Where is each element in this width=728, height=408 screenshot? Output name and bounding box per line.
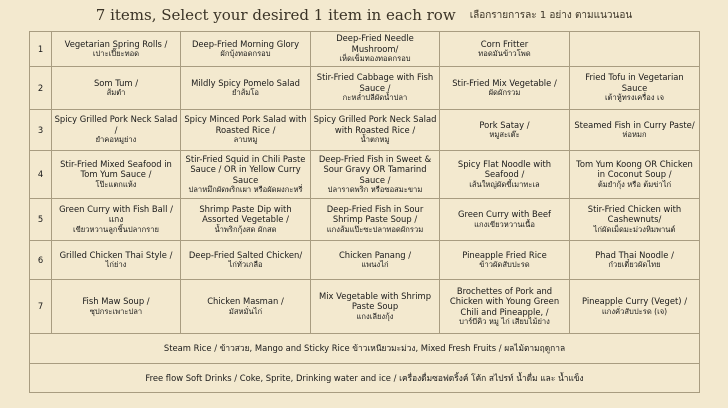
item-name-th: ผัดผักรวม	[488, 88, 521, 97]
menu-item	[311, 199, 440, 241]
menu-row	[30, 241, 700, 280]
row-number: 4	[30, 151, 52, 199]
menu-item	[311, 32, 440, 67]
menu-item	[311, 151, 440, 199]
item-name-en: Spicy Grilled Pork Neck Salad /	[54, 114, 178, 135]
item-name-th: เปาะเปี๊ยะทอด	[92, 49, 140, 58]
item-name-th: น้ำพริกกุ้งสด ผักสด	[214, 224, 277, 234]
item-name-en: Shrimp Paste Dip with Assorted Vegetable /	[199, 203, 292, 225]
menu-item	[52, 280, 181, 334]
item-name-en: Corn Fritter	[480, 38, 529, 49]
item-name-th: มัสหมั่นไก่	[228, 306, 263, 316]
item-name-th: แกงส้มแป๊ะซะปลาทอดผักรวม	[326, 224, 424, 234]
item-name-th: แพนงไก่	[361, 260, 389, 269]
item-name-en: Deep-Fried Fish in Sweet & Sour Gravy OR Tamarind Sauce /	[318, 153, 432, 185]
menu-item	[440, 199, 570, 241]
item-name-en: Chicken Masman /	[207, 296, 284, 306]
item-name-th: ปลาราดพริก หรือซอสมะขาม	[327, 185, 423, 194]
item-name-th: ปลาหมึกผัดพริกเผา หรือผัดผงกะหรี่	[188, 185, 303, 194]
item-name-en: Spicy Grilled Pork Neck Salad with Roasted Rice /	[313, 114, 437, 135]
item-name-th: แกงเลียงกุ้ง	[356, 311, 394, 321]
menu-item	[52, 110, 181, 151]
item-name-en: Deep-Fried Salted Chicken/	[188, 249, 303, 260]
item-name-th: เต้าหู้ทรงเครื่อง เจ	[604, 93, 665, 103]
item-name-th: กะหล่ำปลีผัดน้ำปลา	[342, 93, 408, 103]
item-name-en: Pork Satay /	[479, 119, 530, 130]
item-name-th: ไก่ย่าง	[105, 260, 127, 269]
item-name-en: Deep-Fried Needle Mushroom/	[336, 33, 414, 54]
row-number: 5	[30, 199, 52, 241]
item-name-th: แกงเขียวหวานเนื้อ	[474, 219, 535, 229]
menu-item	[181, 67, 311, 110]
menu-item	[311, 67, 440, 110]
menu-item	[570, 280, 700, 334]
menu-item	[52, 32, 181, 67]
menu-row	[30, 199, 700, 241]
item-name-th: ไก่ทั่วเกลือ	[228, 260, 263, 269]
item-name-th: บาร์บีคิว หมู ไก่ เสียบไม้ย่าง	[459, 317, 550, 326]
item-name-en: Tom Yum Koong OR Chicken in Coconut Soup /	[576, 158, 693, 180]
menu-item	[181, 280, 311, 334]
row-number: 3	[30, 110, 52, 151]
menu-item	[52, 151, 181, 199]
menu-item	[440, 32, 570, 67]
item-name-en: Mix Vegetable with Shrimp Paste Soup	[318, 290, 432, 312]
footer-drinks: Free flow Soft Drinks / Coke, Sprite, Drinking water and ice / เครื่องดื่มซอฟดริ้งค์ โค้ก สไปรท์ น้ำดื่ม และ น้ำแข็ง	[30, 364, 700, 393]
item-name-en: Pineapple Curry (Veget) /	[581, 296, 688, 306]
item-name-th: ยำส้มโอ	[232, 88, 259, 97]
item-name-en: Deep-Fried Fish in Sour Shrimp Paste Soup /	[326, 203, 424, 225]
item-name-th: โป๊ะแตกแห้ง	[95, 179, 137, 189]
row-number: 7	[30, 280, 52, 334]
menu-item	[311, 280, 440, 334]
item-name-th: ไก่ผัดเม็ดมะม่วงหิมพานต์	[593, 224, 676, 234]
item-name-en: Grilled Chicken Thai Style /	[59, 249, 173, 260]
menu-item	[570, 199, 700, 241]
item-name-th: ต้มยำกุ้ง หรือ ต้มข่าไก่	[597, 179, 672, 189]
item-name-th: ซุปกระเพาะปลา	[89, 306, 143, 316]
item-name-en: Stir-Fried Mix Vegetable /	[452, 77, 557, 88]
menu-item	[52, 67, 181, 110]
item-name-th: หมูสะเต๊ะ	[489, 130, 520, 139]
item-name-th: ส้มตำ	[106, 88, 126, 97]
menu-item	[570, 241, 700, 280]
item-name-th: เห็ดเข็มทองทอดกรอบ	[339, 54, 411, 64]
item-name-en: Stir-Fried Squid in Chili Paste Sauce / OR in Yellow Curry Sauce	[185, 153, 306, 185]
menu-item	[52, 199, 181, 241]
menu-body	[30, 32, 700, 334]
item-name-en: Vegetarian Spring Rolls /	[64, 38, 168, 49]
item-name-en: Brochettes of Pork and Chicken with Young Green Chili and Pineapple, /	[449, 285, 560, 317]
menu-item	[570, 32, 700, 67]
row-number: 1	[30, 32, 52, 67]
item-name-en: Som Tum /	[93, 77, 139, 88]
menu-item	[311, 110, 440, 151]
item-name-th: น้ำตกหมู	[360, 135, 390, 145]
item-name-th: ทอดมันข้าวโพด	[478, 49, 531, 58]
menu-row	[30, 280, 700, 334]
item-name-en: Chicken Panang /	[338, 249, 412, 260]
menu-row	[30, 32, 700, 67]
menu-header	[0, 0, 728, 30]
item-name-th: เส้นใหญ่ผัดขี้เมาทะเล	[469, 179, 540, 189]
footer-row-desserts	[30, 334, 700, 364]
menu-row	[30, 67, 700, 110]
item-name-th: เขียวหวานลูกชิ้นปลากราย	[73, 224, 159, 234]
item-name-en: Green Curry with Beef	[458, 209, 551, 219]
footer-row-drinks	[30, 364, 700, 393]
menu-item	[181, 32, 311, 67]
item-name-th: ก๋วยเตี๋ยวผัดไทย	[608, 260, 661, 269]
item-name-th: แกงคั่วสับปะรด (เจ)	[601, 306, 668, 316]
menu-item	[181, 241, 311, 280]
menu-item	[570, 110, 700, 151]
row-number: 6	[30, 241, 52, 280]
item-name-th: ห่อหมก	[622, 130, 647, 139]
menu-item	[181, 110, 311, 151]
item-name-th: ผักบุ้งทอดกรอบ	[220, 49, 271, 58]
item-name-en: Stir-Fried Cabbage with Fish Sauce /	[316, 72, 434, 93]
item-name-en: Pineapple Fried Rice	[462, 249, 547, 260]
menu-item	[311, 241, 440, 280]
item-name-th: ลาบหมู	[233, 135, 258, 145]
menu-item	[181, 199, 311, 241]
footer-desserts: Steam Rice / ข้าวสวย, Mango and Sticky Rice ข้าวเหนียวมะม่วง, Mixed Fresh Fruits / ผลไม้ตามฤดูกาล	[30, 334, 700, 364]
menu-row	[30, 110, 700, 151]
item-name-en: Spicy Flat Noodle with Seafood /	[457, 158, 552, 180]
item-name-en: Phad Thai Noodle /	[595, 249, 674, 260]
item-name-en: Deep-Fried Morning Glory	[191, 38, 300, 49]
menu-item	[570, 151, 700, 199]
item-name-th: ยำคอหมูย่าง	[95, 135, 137, 145]
menu-item	[440, 280, 570, 334]
item-name-en: Stir-Fried Mixed Seafood in Tom Yum Sauce /	[60, 158, 172, 180]
title-english: 7 items, Select your desired 1 item in each row	[95, 6, 456, 24]
item-name-en: Fried Tofu in Vegetarian Sauce	[585, 72, 684, 93]
menu-item	[440, 110, 570, 151]
menu-item	[440, 67, 570, 110]
menu-row	[30, 151, 700, 199]
menu-item	[440, 151, 570, 199]
menu-item	[52, 241, 181, 280]
menu-item	[181, 151, 311, 199]
menu-item	[440, 241, 570, 280]
title-thai: เลือกรายการละ 1 อย่าง ตามแนวนอน	[469, 9, 633, 21]
item-name-en: Steamed Fish in Curry Paste/	[574, 119, 695, 130]
item-name-en: Green Curry with Fish Ball /แกง	[59, 203, 173, 225]
item-name-en: Mildly Spicy Pomelo Salad	[191, 77, 300, 88]
item-name-th: ข้าวผัดสับปะรด	[479, 260, 530, 269]
item-name-en: Stir-Fried Chicken with Cashewnuts/	[587, 203, 682, 225]
menu-table	[29, 31, 700, 393]
menu-item	[570, 67, 700, 110]
item-name-en: Fish Maw Soup /	[82, 296, 150, 306]
row-number: 2	[30, 67, 52, 110]
item-name-en: Spicy Minced Pork Salad with Roasted Rice /	[184, 114, 307, 135]
